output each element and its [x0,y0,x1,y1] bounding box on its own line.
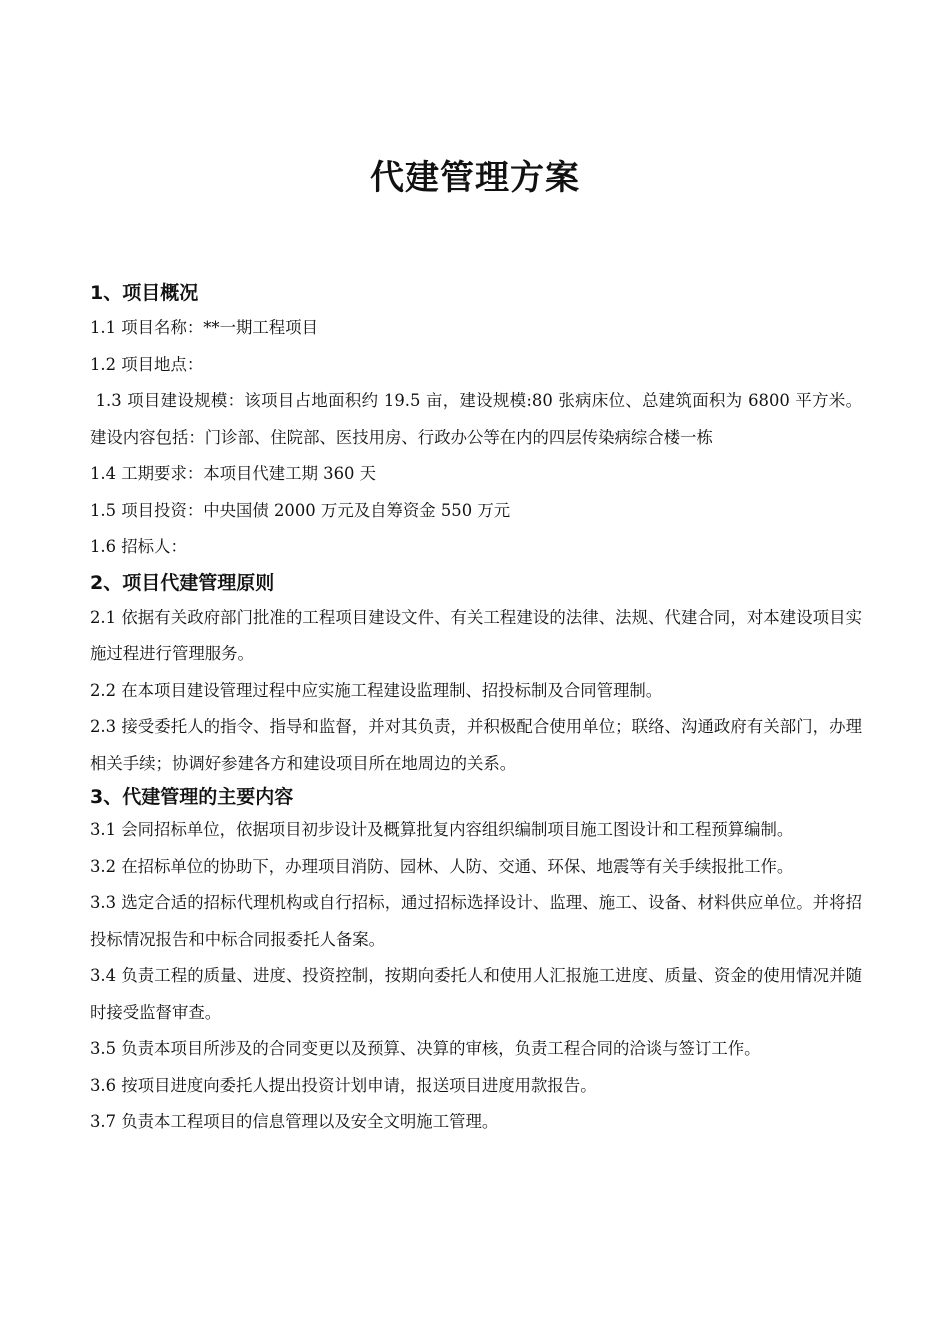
document-title: 代建管理方案 [370,158,580,198]
paragraph: 1.1 项目名称：**一期工程项目 [90,318,318,337]
document-body [90,276,862,1141]
section-main-content [90,782,862,1141]
paragraph: 2.3 接受委托人的指令、指导和监督，并对其负责，并积极配合使用单位；联络、沟通政府有关部门，办理相关手续；协调好参建各方和建设项目所在地周边的关系。 [90,717,862,773]
paragraph: 3.1 会同招标单位，依据项目初步设计及概算批复内容组织编制项目施工图设计和工程预算编制。 [90,820,794,839]
paragraph: 3.2 在招标单位的协助下，办理项目消防、园林、人防、交通、环保、地震等有关手续报批工作。 [90,856,794,876]
section-project-overview [90,276,862,566]
paragraph: 2.2 在本项目建设管理过程中应实施工程建设监理制、招投标制及合同管理制。 [90,680,663,700]
paragraph: 3.3 选定合适的招标代理机构或自行招标，通过招标选择设计、监理、施工、设备、材料供应单位。并将招投标情况报告和中标合同报委托人备案。 [90,893,862,949]
section-heading: 1、项目概况 [90,282,199,304]
paragraph: 1.5 项目投资：中央国债 2000 万元及自筹资金 550 万元 [90,500,511,520]
section-management-principles [90,566,862,783]
paragraph: 3.4 负责工程的质量、进度、投资控制，按期向委托人和使用人汇报施工进度、质量、资金的使用情况并随时接受监督审查。 [90,966,862,1022]
paragraph: 2.1 依据有关政府部门批准的工程项目建设文件、有关工程建设的法律、法规、代建合同，对本建设项目实施过程进行管理服务。 [90,607,862,663]
section-heading: 2、项目代建管理原则 [90,571,275,594]
paragraph: 3.7 负责本工程项目的信息管理以及安全文明施工管理。 [90,1112,499,1131]
paragraph: 3.5 负责本项目所涉及的合同变更以及预算、决算的审核，负责工程合同的洽谈与签订工作。 [90,1039,761,1058]
paragraph: 1.6 招标人： [90,537,187,556]
section-heading: 3、代建管理的主要内容 [90,786,294,808]
paragraph: 1.2 项目地点： [90,354,204,374]
paragraph: 3.6 按项目进度向委托人提出投资计划申请，报送项目进度用款报告。 [90,1075,597,1095]
paragraph: 1.3 项目建设规模：该项目占地面积约 19.5 亩，建设规模:80 张病床位、总建筑面积为 6800 平方米。建设内容包括：门诊部、住院部、医技用房、行政办公等在内的四层传染病综合楼一栋 [90,391,862,447]
paragraph: 1.4 工期要求：本项目代建工期 360 天 [90,464,377,483]
